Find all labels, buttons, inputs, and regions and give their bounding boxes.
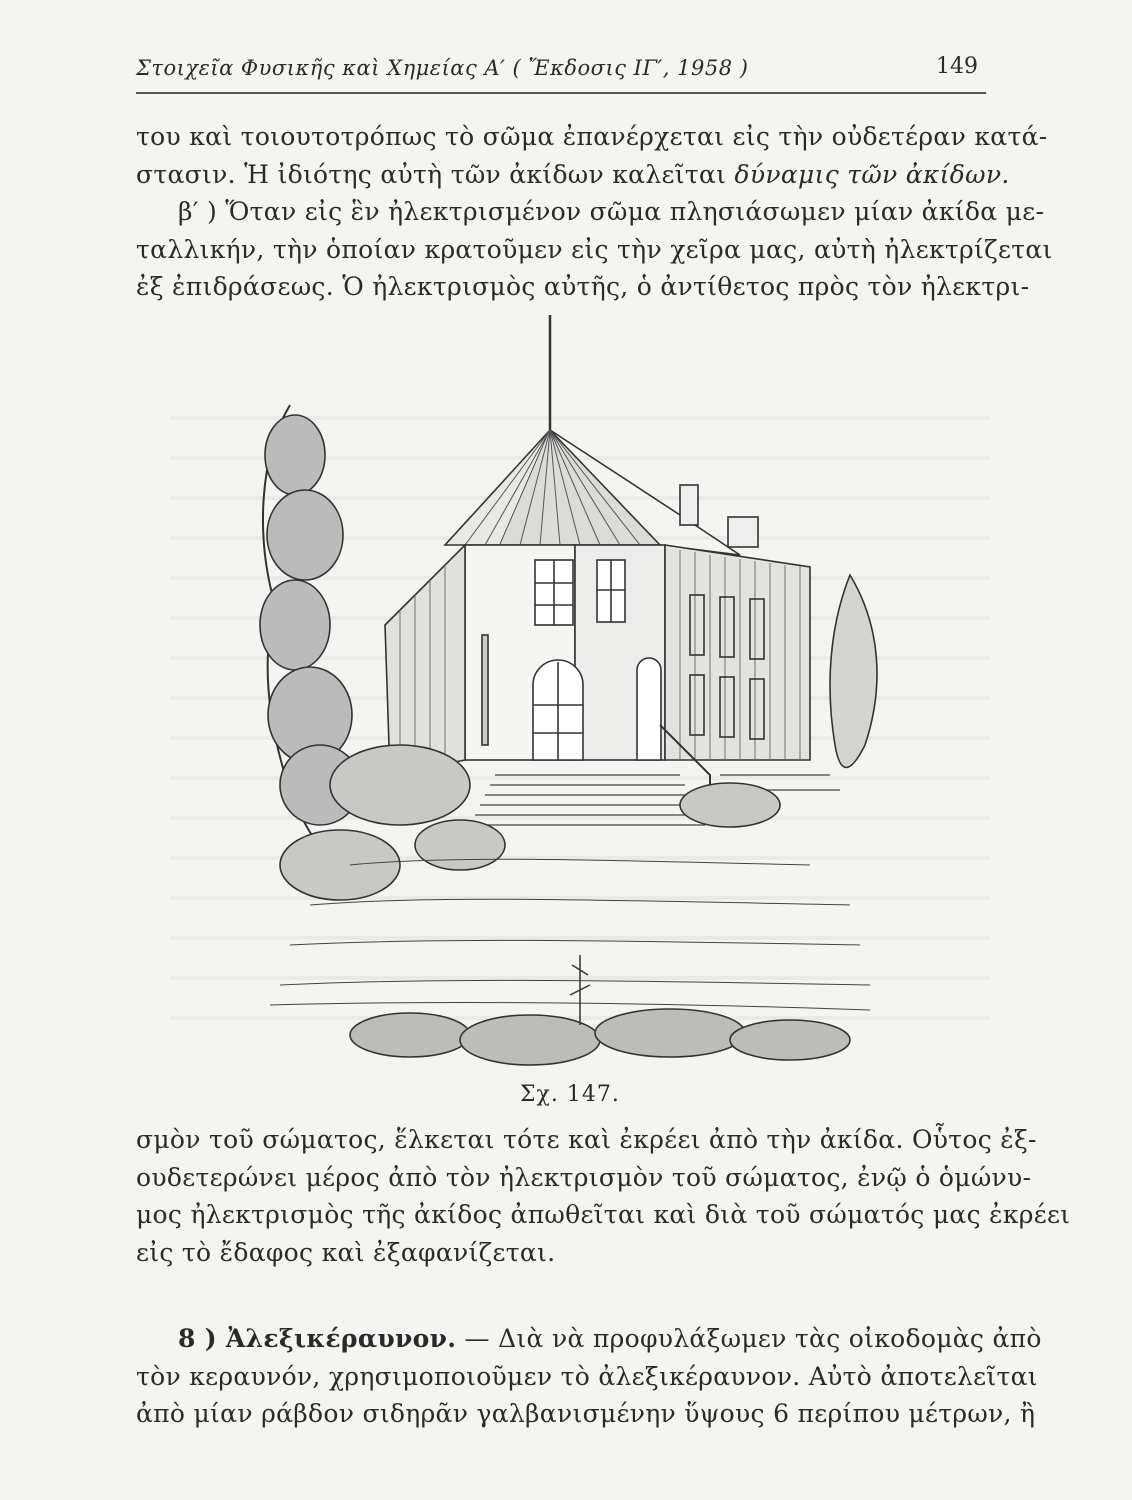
italic-term: δύναμις τῶν ἀκίδων. bbox=[734, 159, 1010, 189]
text-line bbox=[136, 156, 1010, 194]
text-line: σμὸν τοῦ σώματος, ἕλκεται τότε καὶ ἐκρέει ἀπὸ τὴν ἀκίδα. Οὗτος ἐξ- bbox=[136, 1125, 1037, 1154]
header-rule bbox=[136, 92, 986, 94]
bottom-paragraph bbox=[136, 1121, 1071, 1271]
section-8-paragraph bbox=[136, 1320, 1042, 1433]
text-line: ἐξ ἐπιδράσεως. Ὁ ἠλεκτρισμὸς αὐτῆς, ὁ ἀντίθετος πρὸς τὸν ἠλεκτρι- bbox=[136, 272, 1030, 301]
text-line: τὸν κεραυνόν, χρησιμοποιοῦμεν τὸ ἀλεξικέραυνον. Αὐτὸ ἀποτελεῖται bbox=[136, 1361, 1038, 1391]
figure-caption: Σχ. 147. bbox=[520, 1082, 620, 1107]
text-line bbox=[136, 1320, 1042, 1358]
text-line: του καὶ τοιουτοτρόπως τὸ σῶμα ἐπανέρχεται εἰς τὴν οὐδετέραν κατά- bbox=[136, 122, 1048, 151]
text-run: στασιν. Ἡ ἰδιότης αὐτὴ τῶν ἀκίδων καλεῖται bbox=[136, 159, 735, 189]
lightning-rod-house-illustration bbox=[250, 305, 890, 1080]
house-drawing bbox=[250, 305, 890, 1080]
text-line: εἰς τὸ ἔδαφος καὶ ἐξαφανίζεται. bbox=[136, 1237, 556, 1267]
text-run: — Διὰ νὰ προφυλάξωμεν τὰς οἰκοδομὰς ἀπὸ bbox=[456, 1324, 1042, 1353]
running-head: Στοιχεῖα Φυσικῆς καὶ Χημείας Α′ ( Ἔκδοσις ΙΓ′, 1958 ) bbox=[136, 56, 749, 80]
text-line: ἀπὸ μίαν ράβδον σιδηρᾶν γαλβανισμένην ὕψους 6 περίπου μέτρων, ἢ bbox=[136, 1399, 1036, 1428]
text-line: μος ἠλεκτρισμὸς τῆς ἀκίδος ἀπωθεῖται καὶ διὰ τοῦ σώματός μας ἐκρέει bbox=[136, 1200, 1071, 1229]
page-header bbox=[136, 50, 986, 94]
text-line: β′ ) Ὅταν εἰς ἓν ἠλεκτρισμένον σῶμα πλησιάσωμεν μίαν ἀκίδα με- bbox=[178, 197, 1045, 226]
section-heading: 8 ) Ἀλεξικέραυνον. bbox=[178, 1324, 457, 1353]
page-number: 149 bbox=[936, 54, 978, 79]
text-line: ουδετερώνει μέρος ἀπὸ τὸν ἠλεκτρισμὸν τοῦ σώματος, ἐνῷ ὁ ὁμώνυ- bbox=[136, 1162, 1032, 1192]
top-paragraph bbox=[136, 118, 1053, 306]
text-line: ταλλικήν, τὴν ὁποίαν κρατοῦμεν εἰς τὴν χεῖρα μας, αὐτὴ ἠλεκτρίζεται bbox=[136, 234, 1053, 264]
